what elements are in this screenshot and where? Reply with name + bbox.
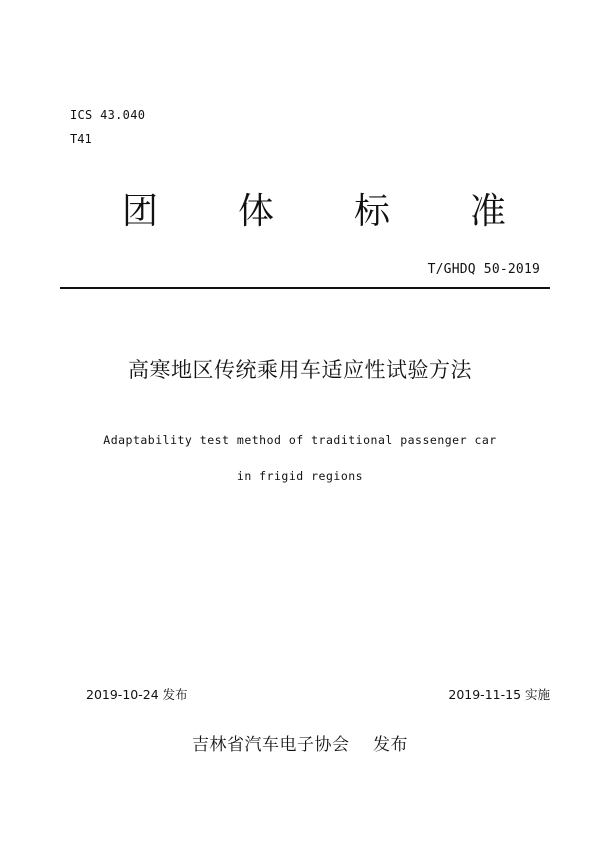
classification-code: T41 [70, 132, 92, 146]
issuing-organization: 吉林省汽车电子协会 发布 [192, 735, 408, 755]
title-english-line-2: in frigid regions [236, 469, 364, 483]
standard-type-char: 准 [469, 191, 506, 232]
implementation-date: 2019-11-15 实施 [448, 687, 550, 702]
standard-type-heading [118, 188, 510, 236]
standard-type-char: 体 [237, 191, 274, 232]
title-english-line-1: Adaptability test method of traditional passenger car [103, 433, 497, 447]
ics-code: ICS 43.040 [70, 108, 146, 122]
standard-type-char: 标 [353, 191, 390, 232]
header-divider [60, 287, 550, 289]
publication-date: 2019-10-24 发布 [86, 687, 188, 702]
standard-number: T/GHDQ 50-2019 [427, 262, 540, 277]
title-chinese: 高寒地区传统乘用车适应性试验方法 [128, 358, 472, 382]
standard-type-char: 团 [121, 191, 158, 232]
